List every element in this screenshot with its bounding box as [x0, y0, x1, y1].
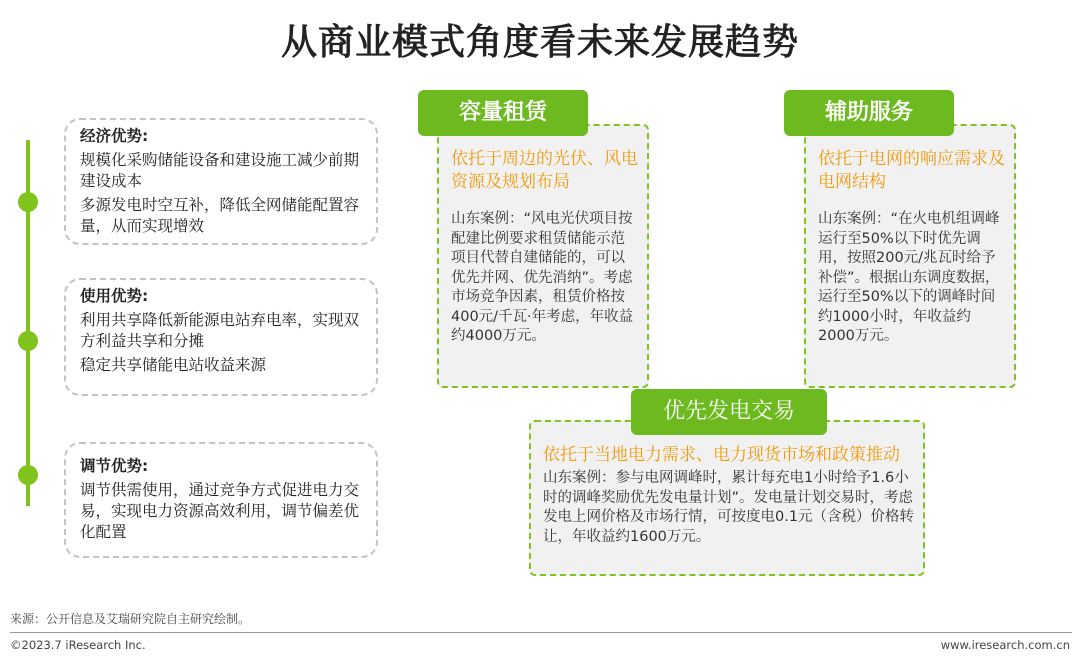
- advantage-text: 规模化采购储能设备和建设施工减少前期建设成本: [80, 151, 360, 190]
- website-link[interactable]: www.iresearch.com.cn: [940, 638, 1070, 652]
- advantage-heading: 经济优势:: [80, 127, 149, 145]
- advantage-heading: 使用优势:: [80, 287, 149, 305]
- timeline-dot-3: [18, 465, 38, 485]
- advantage-text: 调节供需使用，通过竞争方式促进电力交易，实现电力资源高效利用，调节偏差优化配置: [80, 481, 360, 541]
- advantage-box-regulation: [64, 442, 378, 558]
- panel-headline: 依托于电网的响应需求及电网结构: [818, 149, 1005, 192]
- advantage-text: 多源发电时空互补，降低全网储能配置容量，从而实现增效: [80, 196, 360, 235]
- copyright: ©2023.7 iResearch Inc.: [10, 638, 146, 652]
- advantage-box-economic: [64, 118, 378, 245]
- advantage-text: 稳定共享储能电站收益来源: [80, 356, 267, 374]
- timeline-dot-1: [18, 192, 38, 212]
- panel-headline: 依托于周边的光伏、风电资源及规划布局: [451, 149, 638, 192]
- panel-capacity-leasing: [437, 124, 649, 388]
- footer-divider: [10, 632, 1072, 633]
- tag-ancillary-services: 辅助服务: [784, 90, 954, 136]
- timeline-dot-2: [18, 331, 38, 351]
- source-note: 来源：公开信息及艾瑞研究院自主研究绘制。: [10, 612, 251, 626]
- panel-body: 山东案例：“在火电机组调峰运行至50%以下时优先调用，按照200元/兆瓦时给予补偿”。根据山东调度数据，运行至50%以下的调峰时间约1000小时，年收益约2000万元。: [818, 211, 1000, 344]
- panel-headline: 依托于当地电力需求、电力现货市场和政策推动: [543, 445, 900, 465]
- tag-capacity-leasing: 容量租赁: [418, 90, 588, 136]
- advantage-text: 利用共享降低新能源电站弃电率，实现双方利益共享和分摊: [80, 311, 360, 350]
- advantage-box-usage: [64, 278, 378, 396]
- tag-priority-generation: 优先发电交易: [631, 389, 827, 435]
- panel-priority-generation: [529, 420, 925, 576]
- panel-body: 山东案例：参与电网调峰时，累计每充电1小时给予1.6小时的调峰奖励优先发电量计划”。发电量计划交易时，考虑发电上网价格及市场行情，可按度电0.1元（含税）价格转让，年收益约1600万元。: [543, 470, 915, 545]
- panel-ancillary-services: [804, 124, 1016, 388]
- page-title: 从商业模式角度看未来发展趋势: [280, 22, 799, 63]
- panel-body: 山东案例：“风电光伏项目按配建比例要求租赁储能示范项目代替自建储能的，可以优先并网、优先消纳”。考虑市场竞争因素，租赁价格按400元/千瓦·年考虑，年收益约4000万元。: [451, 211, 634, 344]
- advantage-heading: 调节优势:: [80, 457, 149, 475]
